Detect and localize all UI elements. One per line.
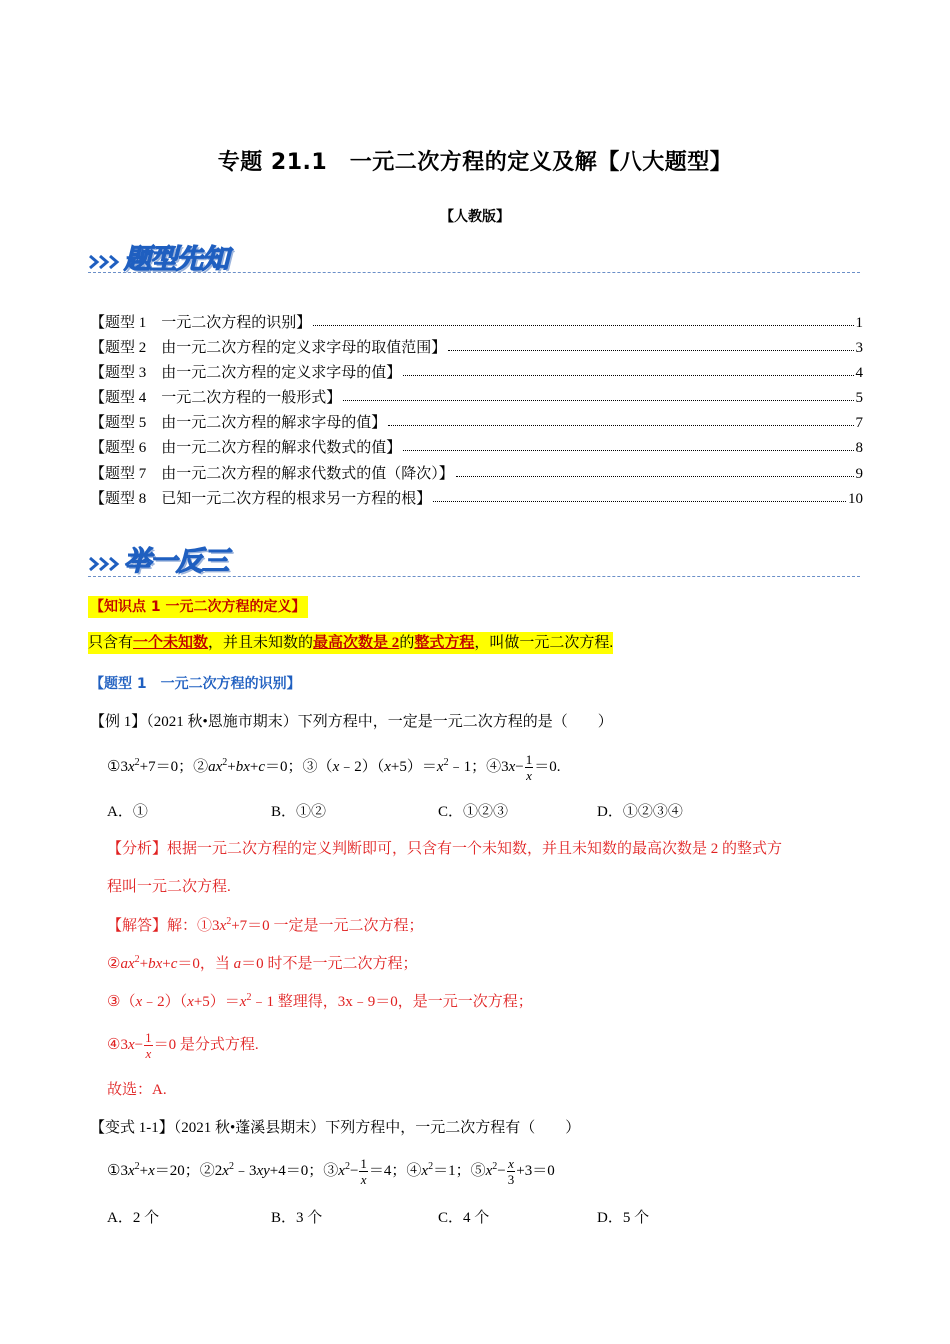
choice-c[interactable]: C．①②③	[438, 804, 509, 820]
toc-item[interactable]: 【题型 3 由一元二次方程的定义求字母的值】 4	[90, 365, 863, 381]
banner-title: 题型先知	[124, 244, 228, 275]
analysis-line-1: 【分析】根据一元二次方程的定义判断即可，只含有一个未知数，并且未知数的最高次数是 2 的整式方	[107, 841, 783, 857]
divider	[88, 272, 860, 273]
toc-item[interactable]: 【题型 7 由一元二次方程的解求代数式的值（降次）】 9	[90, 466, 863, 482]
toc-item[interactable]: 【题型 6 由一元二次方程的解求代数式的值】 8	[90, 440, 863, 456]
solution-line-1: 【解答】解：$①3x^2+7=0$ 一定是一元二次方程；	[107, 916, 424, 934]
triple-chevron-icon	[88, 254, 124, 270]
solution-line-2: $②ax^2+bx+c=0$，当 a＝0 时不是一元二次方程；	[107, 954, 418, 972]
triple-chevron-icon	[88, 556, 124, 572]
edition-label: 【人教版】	[440, 209, 510, 225]
example-stem: 【例 1】（2021 秋•恩施市期末）下列方程中，一定是一元二次方程的是（ ）	[90, 714, 613, 730]
topic-heading: 【题型 1 一元二次方程的识别】	[90, 676, 301, 692]
choice-d[interactable]: D．5 个	[597, 1210, 650, 1226]
banner-title: 举一反三	[124, 546, 228, 577]
solution-line-4: ④3x− $\frac{1}{x}$ ＝0 是分式方程.	[107, 1030, 259, 1061]
choice-a[interactable]: A．①	[107, 804, 148, 820]
choice-a[interactable]: A．2 个	[107, 1210, 160, 1226]
page-title: 专题 21.1 一元二次方程的定义及解【八大题型】	[217, 150, 733, 175]
solution-line-3: $③(x﹣2)(x+5)=x^2﹣1$ 整理得，3x﹣9＝0，是一元一次方程；	[107, 992, 533, 1010]
choice-d[interactable]: D．①②③④	[597, 804, 683, 820]
choice-b[interactable]: B．①②	[271, 804, 327, 820]
section-banner-examples	[88, 538, 388, 578]
variant-stem: 【变式 1-1】（2021 秋•蓬溪县期末）下列方程中，一元二次方程有（ ）	[90, 1120, 581, 1136]
toc-item[interactable]: 【题型 4 一元二次方程的一般形式】 5	[90, 390, 863, 406]
example-equations: $①3x^2+7=0$；$②ax^2+bx+c=0$；$③(x﹣2)(x+5)=x^2﹣1$；④3x− $\frac{1}{x}$ ＝0.	[107, 752, 561, 783]
toc-item[interactable]: 【题型 8 已知一元二次方程的根求另一方程的根】 10	[90, 491, 863, 507]
choice-b[interactable]: B．3 个	[271, 1210, 323, 1226]
variant-equations: $①3x^2+x=20$；$②2x^2﹣3xy+4=0$；$③x^2-$ $\frac{1}{x}$ ＝4；$④x^2=1$；$⑤x^2-$ $\frac{x}{3}$ +3＝0	[107, 1156, 555, 1188]
section-banner-overview	[88, 236, 388, 276]
toc-item[interactable]: 【题型 1 一元二次方程的识别】 1	[90, 315, 863, 331]
choice-c[interactable]: C．4 个	[438, 1210, 490, 1226]
toc-item[interactable]: 【题型 2 由一元二次方程的定义求字母的取值范围】 3	[90, 340, 863, 356]
knowledge-definition: 只含有一个未知数，并且未知数的最高次数是 2的整式方程，叫做一元二次方程.	[88, 632, 613, 654]
knowledge-heading: 【知识点 1 一元二次方程的定义】	[88, 596, 308, 618]
divider	[88, 576, 860, 577]
analysis-line-2: 程叫一元二次方程.	[107, 879, 231, 895]
solution-pick: 故选：A.	[107, 1082, 167, 1098]
toc-item[interactable]: 【题型 5 由一元二次方程的解求字母的值】 7	[90, 415, 863, 431]
